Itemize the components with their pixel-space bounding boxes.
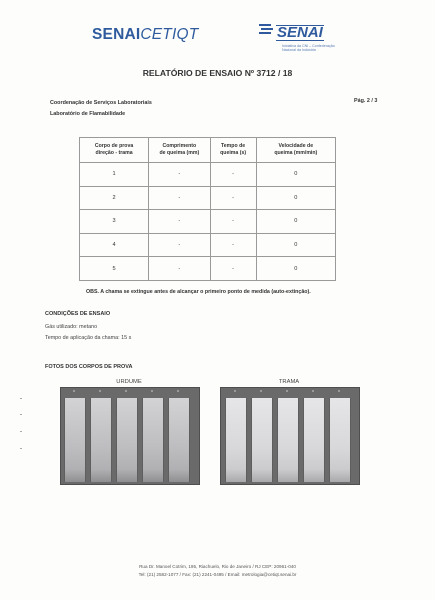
- specimen-strip: [116, 398, 138, 482]
- cell-specimen: 2: [80, 186, 149, 210]
- cell-specimen: 5: [80, 257, 149, 281]
- scan-speck: [20, 431, 22, 432]
- footer-contact: Tel: (21) 2582-1077 / Fax: (21) 2241-0495 / Email: metrologia@cetiqt.senai.br: [138, 572, 297, 577]
- header-line: Comprimento: [162, 143, 197, 150]
- pin-mark: [338, 390, 340, 392]
- cell-time: -: [210, 163, 256, 187]
- cell-specimen: 1: [80, 163, 149, 187]
- table-row: [80, 163, 336, 187]
- logo-sub-line-2: Nacional da Indústria: [282, 48, 316, 53]
- senai-mark-icon: [258, 22, 274, 43]
- header-line: Velocidade de: [278, 143, 314, 150]
- logo-sub-line-1: Iniciativa da CNI – Confederação: [282, 44, 335, 48]
- cell-length: -: [149, 186, 210, 210]
- pin-mark: [312, 390, 314, 392]
- cell-speed: 0: [256, 186, 335, 210]
- pin-mark: [177, 390, 179, 392]
- specimen-strip: [90, 398, 112, 482]
- table-row: [80, 210, 336, 234]
- cell-specimen: 3: [80, 210, 149, 234]
- cell-length: -: [149, 163, 210, 187]
- header-line: Tempo de: [221, 143, 246, 150]
- specimen-strip: [277, 398, 299, 482]
- scan-speck: [20, 398, 22, 399]
- photo-label-urdume: URDUME: [116, 379, 142, 385]
- cell-speed: 0: [256, 163, 335, 187]
- cell-time: -: [210, 210, 256, 234]
- header-line: queima (mm/min): [274, 150, 318, 156]
- cell-time: -: [210, 186, 256, 210]
- pin-mark: [99, 390, 101, 392]
- scan-speck: [20, 448, 22, 449]
- col-header-specimen: [80, 138, 149, 163]
- header-line: Corpo de prova: [94, 143, 134, 150]
- senai-cetiqt-logo: [92, 26, 198, 44]
- specimen-strip: [225, 398, 247, 482]
- table-row: [80, 233, 336, 257]
- col-header-speed: [256, 138, 335, 163]
- header-line: queima (s): [220, 150, 247, 156]
- specimen-strip: [142, 398, 164, 482]
- scan-speck: [20, 414, 22, 415]
- report-title: RELATÓRIO DE ENSAIO Nº 3712 / 18: [142, 68, 293, 78]
- table-header-row: [80, 138, 336, 163]
- specimen-strip: [303, 398, 325, 482]
- photo-urdume: [60, 387, 200, 485]
- pin-mark: [286, 390, 288, 392]
- results-table: [79, 137, 336, 281]
- table-row: [80, 257, 336, 281]
- photo-trama: [220, 387, 360, 485]
- page-number: Pág. 2 / 3: [354, 98, 378, 104]
- header-line: direção - trama: [95, 150, 133, 156]
- department-block: [50, 98, 152, 119]
- pin-mark: [73, 390, 75, 392]
- specimen-strip: [168, 398, 190, 482]
- pin-mark: [260, 390, 262, 392]
- photo-label-trama: TRAMA: [278, 379, 300, 385]
- specimen-strip: [64, 398, 86, 482]
- logo-left-italic: CETIQT: [140, 26, 199, 43]
- cell-speed: 0: [256, 210, 335, 234]
- header-line: de queima (mm): [159, 150, 200, 156]
- cell-time: -: [210, 233, 256, 257]
- col-header-time: [210, 138, 256, 163]
- table-row: [80, 186, 336, 210]
- specimen-strip: [329, 398, 351, 482]
- col-header-length: [149, 138, 210, 163]
- cell-length: -: [149, 233, 210, 257]
- cell-length: -: [149, 257, 210, 281]
- cell-speed: 0: [256, 257, 335, 281]
- flame-time: Tempo de aplicação da chama: 15 s: [45, 335, 132, 341]
- observation-note: OBS. A chama se extingue antes de alcançar o primeiro ponto de medida (auto-extinção).: [86, 289, 311, 295]
- laboratory-name: Laboratório de Flamabilidade: [50, 110, 126, 117]
- pin-mark: [125, 390, 127, 392]
- footer-address: Rua Dr. Manoel Cotrim, 195, Riachuelo, Rio de Janeiro / RJ CEP: 20961-040: [139, 564, 296, 569]
- logo-right-word: SENAI: [277, 23, 323, 41]
- logo-right-subtext: [282, 44, 358, 52]
- department-name: Coordenação de Serviços Laboratoriais: [50, 100, 152, 106]
- cell-time: -: [210, 257, 256, 281]
- photos-heading: FOTOS DOS CORPOS DE PROVA: [45, 364, 133, 370]
- logo-left-bold: SENAI: [92, 26, 141, 43]
- cell-speed: 0: [256, 233, 335, 257]
- senai-logo: [258, 22, 358, 52]
- specimen-strip: [251, 398, 273, 482]
- pin-mark: [151, 390, 153, 392]
- cell-length: -: [149, 210, 210, 234]
- conditions-heading: CONDIÇÕES DE ENSAIO: [45, 311, 111, 317]
- gas-used: Gás utilizado: metano: [45, 324, 98, 330]
- pin-mark: [234, 390, 236, 392]
- cell-specimen: 4: [80, 233, 149, 257]
